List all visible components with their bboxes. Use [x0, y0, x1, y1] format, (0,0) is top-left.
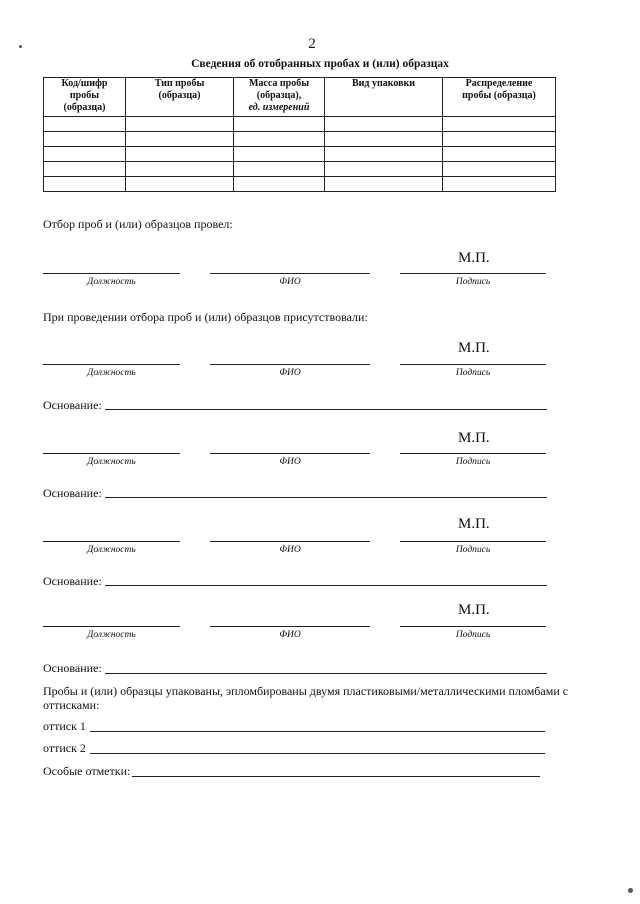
header-code: Код/шифр пробы (образца) — [44, 78, 126, 117]
position-line[interactable] — [43, 364, 180, 365]
signature-line[interactable] — [400, 273, 546, 274]
name-line[interactable] — [210, 364, 370, 365]
basis-label: Основание: — [43, 398, 102, 412]
table-header-row — [44, 78, 556, 117]
imprint2-line[interactable] — [90, 753, 545, 754]
sealing-text-line2: оттисками: — [43, 698, 100, 712]
table-row — [44, 162, 556, 177]
stamp-mark: М.П. — [458, 516, 490, 532]
header-packaging: Вид упаковки — [325, 78, 443, 117]
stamp-mark: М.П. — [458, 430, 490, 446]
basis-line[interactable] — [105, 409, 547, 410]
special-notes-line[interactable] — [132, 776, 540, 777]
position-caption: Должность — [87, 457, 136, 467]
stamp-mark: М.П. — [458, 250, 490, 266]
position-caption: Должность — [87, 368, 136, 378]
position-line[interactable] — [43, 273, 180, 274]
position-line[interactable] — [43, 541, 180, 542]
position-line[interactable] — [43, 626, 180, 627]
table-row — [44, 177, 556, 192]
signature-line[interactable] — [400, 364, 546, 365]
table-row — [44, 132, 556, 147]
name-line[interactable] — [210, 626, 370, 627]
imprint1-line[interactable] — [90, 731, 545, 732]
basis-label: Основание: — [43, 486, 102, 500]
basis-label: Основание: — [43, 574, 102, 588]
stamp-mark: М.П. — [458, 340, 490, 356]
name-caption: ФИО — [279, 545, 301, 555]
header-mass: Масса пробы (образца), ед. измерений — [234, 78, 325, 117]
signature-caption: Подпись — [455, 630, 491, 640]
signature-caption: Подпись — [455, 457, 491, 467]
imprint1-label: оттиск 1 — [43, 719, 86, 733]
name-line[interactable] — [210, 541, 370, 542]
signature-line[interactable] — [400, 626, 546, 627]
signature-caption: Подпись — [455, 545, 491, 555]
signature-line[interactable] — [400, 541, 546, 542]
table-row — [44, 147, 556, 162]
name-caption: ФИО — [279, 457, 301, 467]
position-line[interactable] — [43, 453, 180, 454]
name-line[interactable] — [210, 453, 370, 454]
name-line[interactable] — [210, 273, 370, 274]
name-caption: ФИО — [279, 368, 301, 378]
header-type: Тип пробы (образца) — [126, 78, 234, 117]
sampled-by-label: Отбор проб и (или) образцов провел: — [43, 217, 233, 231]
imprint2-label: оттиск 2 — [43, 741, 86, 755]
special-notes-label: Особые отметки: — [43, 764, 131, 778]
basis-line[interactable] — [105, 673, 547, 674]
stamp-mark: М.П. — [458, 602, 490, 618]
page-title: Сведения об отобранных пробах и (или) образцах — [191, 58, 449, 70]
basis-line[interactable] — [105, 497, 547, 498]
present-label: При проведении отбора проб и (или) образцов присутствовали: — [43, 310, 368, 324]
signature-caption: Подпись — [455, 277, 491, 287]
table-row — [44, 117, 556, 132]
position-caption: Должность — [87, 630, 136, 640]
name-caption: ФИО — [279, 630, 301, 640]
header-distribution: Распределение пробы (образца) — [443, 78, 556, 117]
basis-label: Основание: — [43, 661, 102, 675]
page-number: 2 — [308, 36, 316, 52]
name-caption: ФИО — [279, 277, 301, 287]
samples-table — [43, 77, 556, 192]
scan-speck — [628, 888, 633, 893]
signature-line[interactable] — [400, 453, 546, 454]
scan-speck — [19, 45, 22, 48]
sealing-text-line1: Пробы и (или) образцы упакованы, эпломбированы двумя пластиковыми/металлическими пломбами с — [43, 684, 569, 698]
position-caption: Должность — [87, 277, 136, 287]
position-caption: Должность — [87, 545, 136, 555]
basis-line[interactable] — [105, 585, 547, 586]
signature-caption: Подпись — [455, 368, 491, 378]
